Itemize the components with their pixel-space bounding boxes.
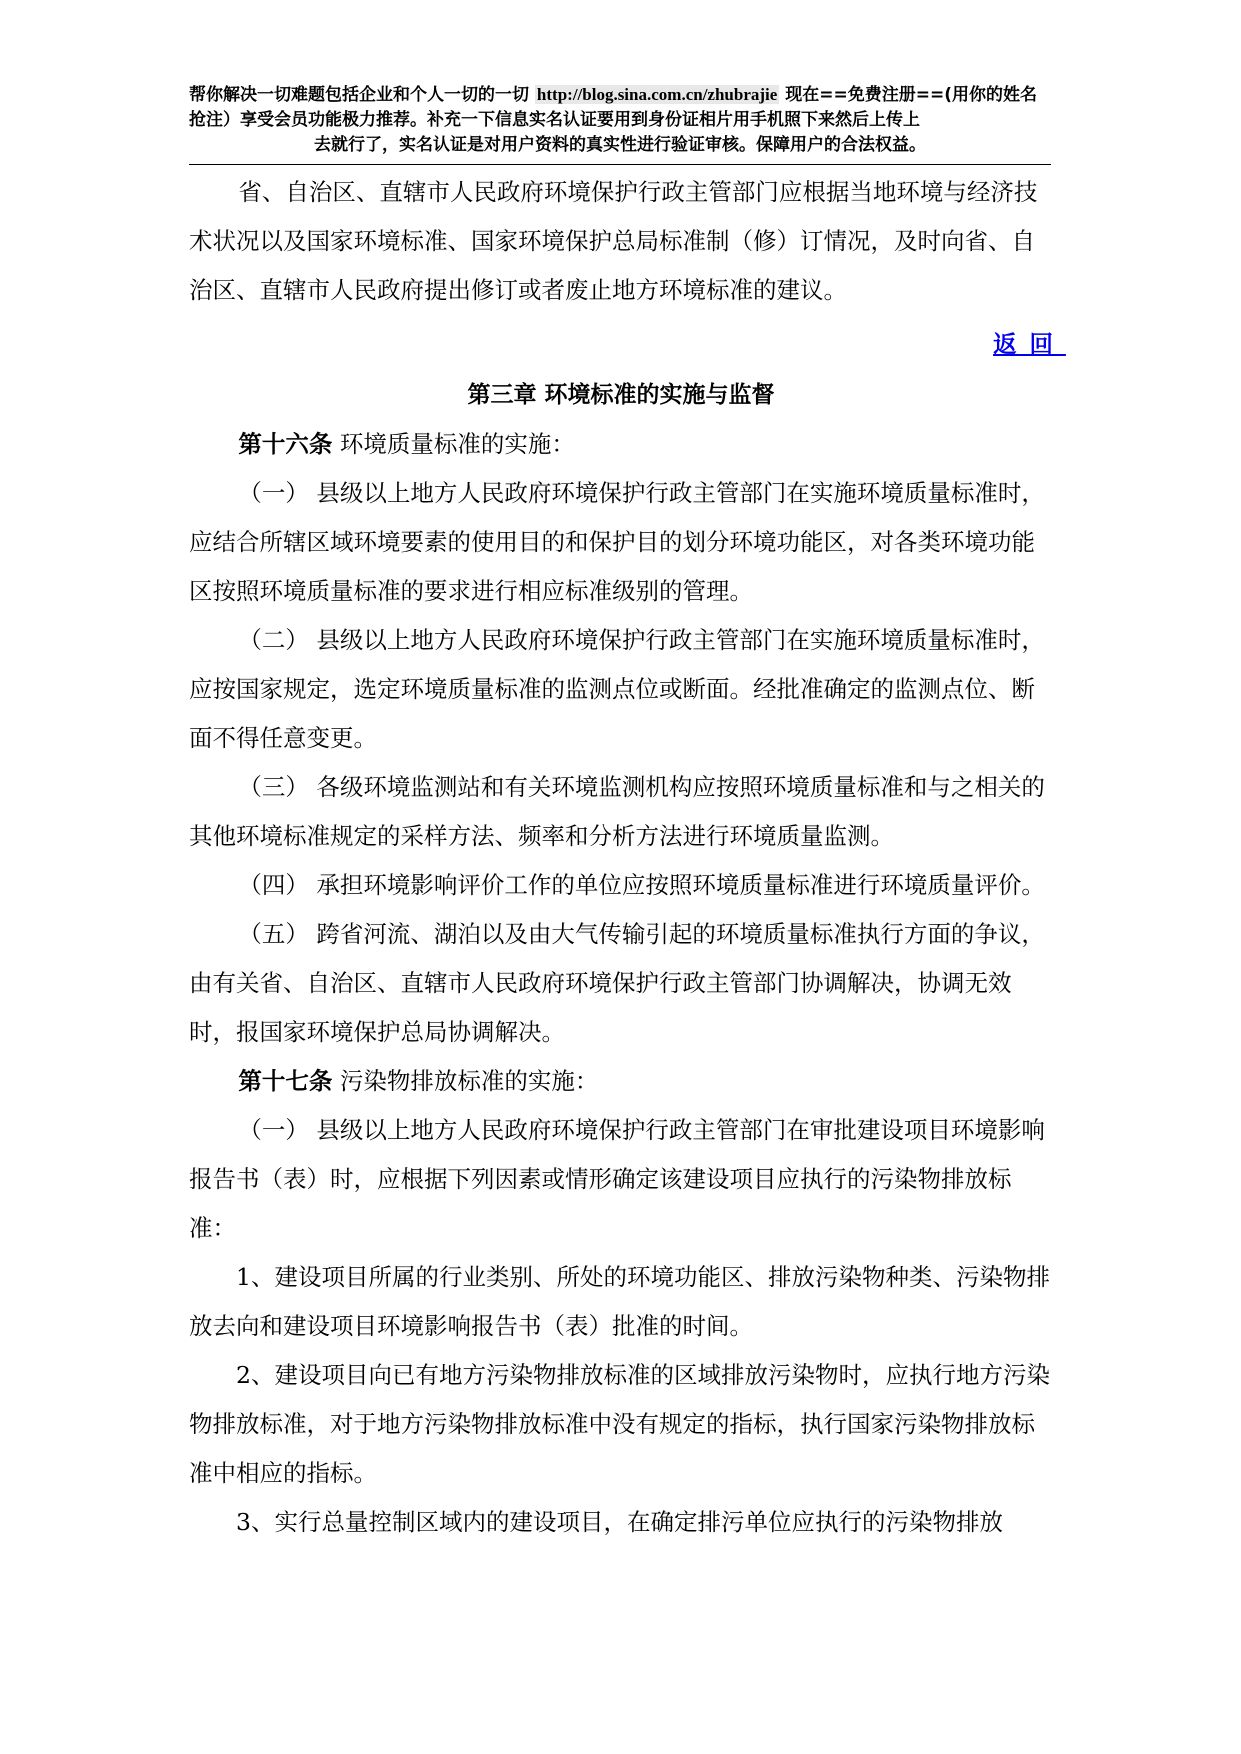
article-16-item-5: （五） 跨省河流、湖泊以及由大气传输引起的环境质量标准执行方面的争议，由有关省、自治区、直辖市人民政府环境保护行政主管部门协调解决，协调无效时，报国家环境保护总局协调解决。 (189, 920, 1045, 1046)
article-17-subitem-2: 2、建设项目向已有地方污染物排放标准的区域排放污染物时，应执行地方污染物排放标准，对于地方污染物排放标准中没有规定的指标，执行国家污染物排放标准中相应的指标。 (189, 1361, 1050, 1487)
header-text-suffix: 现在==免费注册==(用你的姓名抢注）享受会员功能极力推荐。补充一下信息实名认证要用到身份证相片用手机照下来然后上传上 (189, 85, 1037, 130)
article-16-item-2: （二） 县级以上地方人民政府环境保护行政主管部门在实施环境质量标准时，应按国家规定，选定环境质量标准的监测点位或断面。经批准确定的监测点位、断面不得任意变更。 (189, 626, 1045, 752)
back-link[interactable]: 返回 (993, 330, 1066, 358)
header-text-line3: 去就行了，实名认证是对用户资料的真实性进行验证审核。保障用户的合法权益。 (314, 135, 926, 155)
article-17-title: 污染物排放标准的实施： (339, 1067, 599, 1095)
header-divider (189, 164, 1051, 165)
article-16-item-1: （一） 县级以上地方人民政府环境保护行政主管部门在实施环境质量标准时，应结合所辖区域环境要素的使用目的和保护目的划分环境功能区，对各类环境功能区按照环境质量标准的要求进行相应标准级别的管理。 (189, 479, 1045, 605)
article-16-item-4: （四） 承担环境影响评价工作的单位应按照环境质量标准进行环境质量评价。 (238, 871, 1045, 899)
article-17-subitem-1: 1、建设项目所属的行业类别、所处的环境功能区、排放污染物种类、污染物排放去向和建设项目环境影响报告书（表）批准的时间。 (189, 1263, 1050, 1340)
back-link-row (189, 320, 1066, 369)
chapter-title: 第三章 环境标准的实施与监督 (467, 382, 775, 408)
article-16-item-3: （三） 各级环境监测站和有关环境监测机构应按照环境质量标准和与之相关的其他环境标准规定的采样方法、频率和分析方法进行环境质量监测。 (189, 773, 1045, 850)
article-17-subitem-3: 3、实行总量控制区域内的建设项目，在确定排污单位应执行的污染物排放 (236, 1508, 1003, 1536)
document-body (189, 168, 1066, 1547)
article-17-heading (189, 1057, 1053, 1106)
header-blog-url[interactable]: http://blog.sina.com.cn/zhubrajie (536, 85, 778, 104)
header-text-prefix: 帮你解决一切难题包括企业和个人一切的一切 (189, 85, 535, 105)
page-header (189, 82, 1051, 158)
intro-paragraph: 省、自治区、直辖市人民政府环境保护行政主管部门应根据当地环境与经济技术状况以及国家环境标准、国家环境保护总局标准制（修）订情况，及时向省、自治区、直辖市人民政府提出修订或者废止地方环境标准的建议。 (189, 178, 1038, 304)
article-17-item-1: （一） 县级以上地方人民政府环境保护行政主管部门在审批建设项目环境影响报告书（表）时，应根据下列因素或情形确定该建设项目应执行的污染物排放标准： (189, 1116, 1045, 1242)
article-16-heading (189, 420, 1053, 469)
article-17-number: 第十七条 (238, 1067, 333, 1095)
article-16-number: 第十六条 (238, 430, 333, 458)
article-16-title: 环境质量标准的实施： (339, 430, 575, 458)
